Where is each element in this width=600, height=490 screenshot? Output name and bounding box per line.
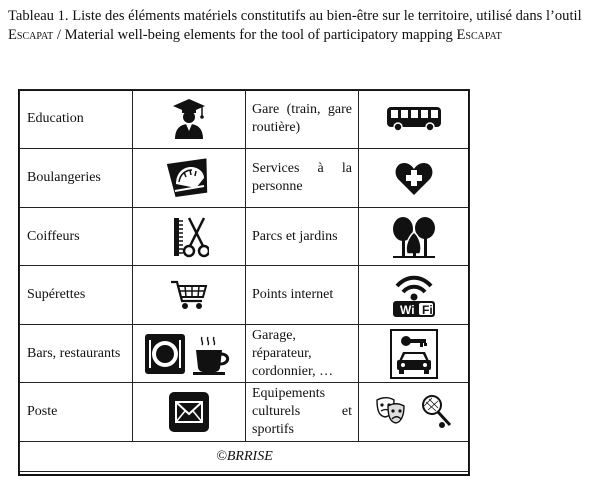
table-row — [20, 325, 470, 383]
copyright-footer: ©BRRISE — [20, 442, 470, 472]
elements-table — [19, 89, 470, 472]
cell-label: Gare (train, gare routière) — [246, 90, 359, 149]
cell-label: Coiffeurs — [20, 208, 133, 266]
bus-icon — [359, 90, 470, 149]
caption-text-en: / Material well-being elements for the tool of participatory mapping — [53, 27, 457, 43]
svg-text:Wi: Wi — [400, 303, 415, 317]
plate-coffee-icon — [133, 325, 246, 383]
svg-text:Fi: Fi — [422, 303, 433, 317]
cell-label: Garage, réparateur, cordonnier, … — [246, 325, 359, 383]
table-footer-row — [20, 442, 470, 472]
theater-tennis-icon — [359, 383, 470, 442]
comb-scissors-icon — [133, 208, 246, 266]
envelope-icon — [133, 383, 246, 442]
graduate-icon — [133, 90, 246, 149]
cell-label: Parcs et jardins — [246, 208, 359, 266]
table-row — [20, 266, 470, 325]
cell-label: Supérettes — [20, 266, 133, 325]
table-caption — [8, 7, 593, 45]
car-key-icon — [359, 325, 470, 383]
trees-icon — [359, 208, 470, 266]
shopping-cart-icon — [133, 266, 246, 325]
heart-cross-icon — [359, 149, 470, 208]
cell-label: Bars, restaurants — [20, 325, 133, 383]
caption-tool-name: Escapat — [8, 27, 54, 43]
wifi-icon — [359, 266, 470, 325]
table-row — [20, 383, 470, 442]
bread-icon — [133, 149, 246, 208]
caption-tool-name-en: Escapat — [456, 27, 502, 43]
table-row — [20, 90, 470, 149]
cell-label: Poste — [20, 383, 133, 442]
table-row — [20, 208, 470, 266]
cell-label: Equipements culturels et sportifs — [246, 383, 359, 442]
cell-label: Points internet — [246, 266, 359, 325]
table-row — [20, 149, 470, 208]
cell-label: Education — [20, 90, 133, 149]
cell-label: Boulangeries — [20, 149, 133, 208]
caption-text: Tableau 1. Liste des éléments matériels constitutifs au bien-être sur le territoire, utilisé dans l’outil — [8, 8, 582, 24]
cell-label: Services à la personne — [246, 149, 359, 208]
